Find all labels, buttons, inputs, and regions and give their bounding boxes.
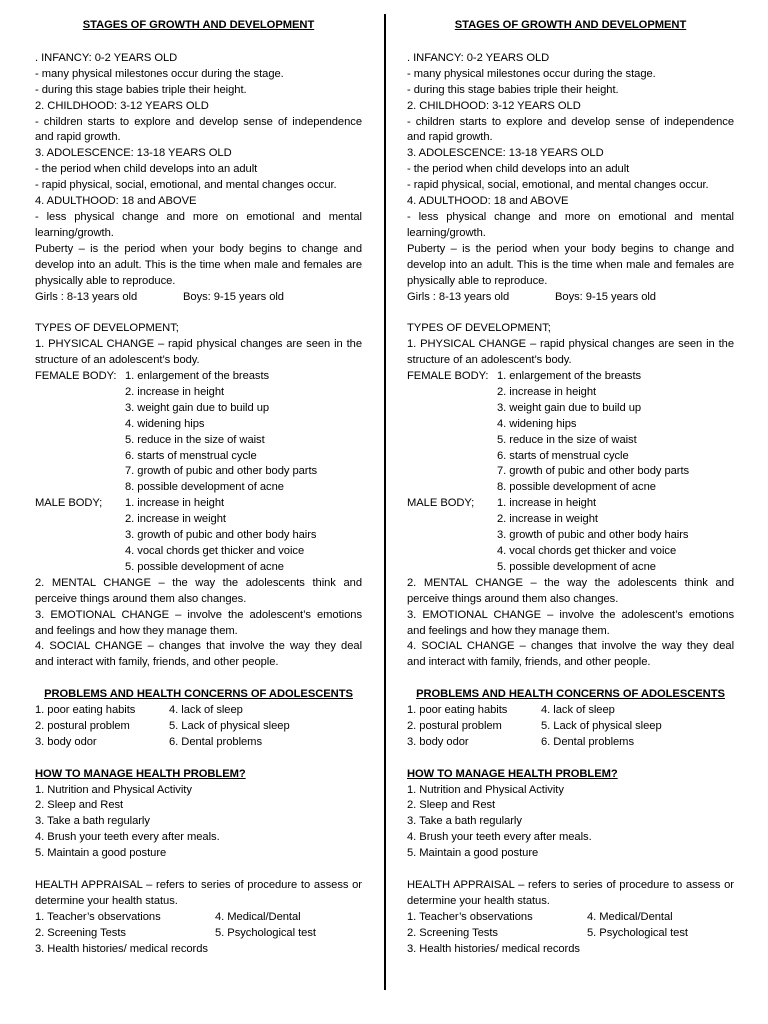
female-body-list (497, 369, 689, 496)
appraisal-row-2 (35, 926, 362, 942)
boys-age: Boys: 9-15 years old (183, 290, 284, 303)
infancy-point-2: - during this stage babies triple their height. (407, 83, 619, 96)
list-item: 4. vocal chords get thicker and voice (125, 544, 305, 557)
adolescence-point-2: - rapid physical, social, emotional, and mental changes occur. (407, 179, 709, 192)
list-item: 5. Lack of physical sleep (169, 719, 290, 732)
mental-change: 2. MENTAL CHANGE – the way the adolescents think and perceive things around them also changes. (35, 576, 362, 605)
infancy-heading: . INFANCY: 0-2 YEARS OLD (407, 51, 550, 64)
adolescence-point-1: - the period when child develops into an adult (35, 163, 258, 176)
problems-row-1 (35, 703, 362, 719)
health-appraisal-definition: HEALTH APPRAISAL – refers to series of procedure to assess or determine your health status. (407, 878, 734, 907)
list-item: 3. weight gain due to build up (497, 401, 642, 414)
list-item: 1. increase in height (497, 497, 597, 510)
page-title: STAGES OF GROWTH AND DEVELOPMENT (454, 19, 687, 31)
adulthood-heading: 4. ADULTHOOD: 18 and ABOVE (35, 195, 197, 208)
list-item: 6. Dental problems (541, 735, 634, 748)
list-item: 5. Lack of physical sleep (541, 719, 662, 732)
list-item: 5. Maintain a good posture (35, 847, 167, 860)
list-item: 5. reduce in the size of waist (497, 433, 637, 446)
list-item: 7. growth of pubic and other body parts (497, 465, 690, 478)
adolescence-heading: 3. ADOLESCENCE: 13-18 YEARS OLD (35, 147, 232, 160)
list-item: 8. possible development of acne (125, 481, 284, 494)
list-item: 3. Health histories/ medical records (35, 942, 208, 955)
female-body-row (35, 369, 362, 496)
social-change: 4. SOCIAL CHANGE – changes that involve the way they deal and interact with family, friends, and other people. (35, 640, 362, 669)
adulthood-heading: 4. ADULTHOOD: 18 and ABOVE (407, 195, 569, 208)
list-item: 7. growth of pubic and other body parts (125, 465, 318, 478)
female-body-label: FEMALE BODY: (35, 370, 117, 383)
childhood-heading: 2. CHILDHOOD: 3-12 YEARS OLD (407, 99, 581, 112)
problems-row-2 (407, 719, 734, 735)
list-item: 4. vocal chords get thicker and voice (497, 544, 677, 557)
adulthood-point-1: - less physical change and more on emotional and mental learning/growth. (407, 210, 734, 239)
types-heading: TYPES OF DEVELOPMENT; (407, 322, 551, 335)
female-body-label: FEMALE BODY: (407, 370, 489, 383)
mental-change: 2. MENTAL CHANGE – the way the adolescents think and perceive things around them also changes. (407, 576, 734, 605)
list-item: 3. Take a bath regularly (35, 815, 150, 828)
list-item: 1. increase in height (125, 497, 225, 510)
list-item: 2. increase in height (497, 385, 597, 398)
male-body-list (497, 496, 688, 576)
manage-heading: HOW TO MANAGE HEALTH PROBLEM? (35, 767, 246, 780)
infancy-point-1: - many physical milestones occur during the stage. (35, 67, 284, 80)
page-title: STAGES OF GROWTH AND DEVELOPMENT (82, 19, 315, 31)
infancy-heading: . INFANCY: 0-2 YEARS OLD (35, 51, 178, 64)
adolescence-heading: 3. ADOLESCENCE: 13-18 YEARS OLD (407, 147, 604, 160)
puberty-ages (407, 290, 734, 306)
list-item: 6. starts of menstrual cycle (497, 449, 629, 462)
list-item: 4. lack of sleep (169, 704, 243, 717)
problems-row-3 (407, 735, 734, 751)
list-item: 1. poor eating habits (35, 704, 136, 717)
list-item: 1. enlargement of the breasts (125, 370, 270, 383)
list-item: 4. widening hips (125, 417, 205, 430)
male-body-row (407, 496, 734, 576)
list-item: 2. increase in height (125, 385, 225, 398)
list-item: 2. postural problem (407, 719, 502, 732)
girls-age: Girls : 8-13 years old (407, 290, 510, 303)
list-item: 2. increase in weight (497, 513, 598, 526)
list-item: 4. Brush your teeth every after meals. (407, 831, 592, 844)
adolescence-point-2: - rapid physical, social, emotional, and mental changes occur. (35, 179, 337, 192)
list-item: 3. growth of pubic and other body hairs (497, 529, 689, 542)
list-item: 2. Sleep and Rest (407, 799, 496, 812)
list-item: 4. Medical/Dental (587, 910, 673, 923)
infancy-point-1: - many physical milestones occur during the stage. (407, 67, 656, 80)
list-item: 5. Psychological test (215, 926, 316, 939)
list-item: 4. widening hips (497, 417, 577, 430)
list-item: 3. growth of pubic and other body hairs (125, 529, 317, 542)
column-divider (384, 14, 386, 990)
list-item: 6. Dental problems (169, 735, 262, 748)
list-item: 3. weight gain due to build up (125, 401, 270, 414)
list-item: 1. enlargement of the breasts (497, 370, 642, 383)
list-item: 3. body odor (407, 735, 469, 748)
appraisal-row-2 (407, 926, 734, 942)
puberty-definition: Puberty – is the period when your body begins to change and develop into an adult. This is the time when male and females are physically able to reproduce. (407, 242, 734, 287)
health-appraisal-definition: HEALTH APPRAISAL – refers to series of procedure to assess or determine your health status. (35, 878, 362, 907)
list-item: 4. Brush your teeth every after meals. (35, 831, 220, 844)
problems-heading: PROBLEMS AND HEALTH CONCERNS OF ADOLESCENTS (44, 688, 353, 701)
puberty-definition: Puberty – is the period when your body begins to change and develop into an adult. This is the time when male and females are physically able to reproduce. (35, 242, 362, 287)
list-item: 1. Teacher’s observations (35, 910, 161, 923)
puberty-ages (35, 290, 362, 306)
list-item: 4. Medical/Dental (215, 910, 301, 923)
adulthood-point-1: - less physical change and more on emotional and mental learning/growth. (35, 210, 362, 239)
childhood-point-1: - children starts to explore and develop sense of independence and rapid growth. (407, 115, 734, 144)
physical-change: 1. PHYSICAL CHANGE – rapid physical changes are seen in the structure of an adolescent’s body. (35, 338, 362, 367)
list-item: 1. poor eating habits (407, 704, 508, 717)
list-item: 5. reduce in the size of waist (125, 433, 265, 446)
types-heading: TYPES OF DEVELOPMENT; (35, 322, 179, 335)
problems-row-2 (35, 719, 362, 735)
female-body-row (407, 369, 734, 496)
list-item: 3. Take a bath regularly (407, 815, 522, 828)
appraisal-row-1 (407, 910, 734, 926)
list-item: 1. Teacher’s observations (407, 910, 533, 923)
problems-heading: PROBLEMS AND HEALTH CONCERNS OF ADOLESCENTS (416, 688, 725, 701)
childhood-heading: 2. CHILDHOOD: 3-12 YEARS OLD (35, 99, 209, 112)
list-item: 2. postural problem (35, 719, 130, 732)
problems-row-1 (407, 703, 734, 719)
problems-row-3 (35, 735, 362, 751)
infancy-point-2: - during this stage babies triple their height. (35, 83, 247, 96)
left-column (35, 18, 362, 958)
girls-age: Girls : 8-13 years old (35, 290, 138, 303)
emotional-change: 3. EMOTIONAL CHANGE – involve the adolescent’s emotions and feelings and how they manage them. (35, 608, 362, 637)
list-item: 6. starts of menstrual cycle (125, 449, 257, 462)
list-item: 5. possible development of acne (125, 560, 284, 573)
list-item: 2. Sleep and Rest (35, 799, 124, 812)
list-item: 2. increase in weight (125, 513, 226, 526)
list-item: 3. body odor (35, 735, 97, 748)
list-item: 8. possible development of acne (497, 481, 656, 494)
list-item: 1. Nutrition and Physical Activity (35, 783, 192, 796)
male-body-label: MALE BODY; (407, 497, 475, 510)
list-item: 5. Maintain a good posture (407, 847, 539, 860)
list-item: 5. Psychological test (587, 926, 688, 939)
list-item: 4. lack of sleep (541, 704, 615, 717)
list-item: 1. Nutrition and Physical Activity (407, 783, 564, 796)
emotional-change: 3. EMOTIONAL CHANGE – involve the adolescent’s emotions and feelings and how they manage them. (407, 608, 734, 637)
male-body-label: MALE BODY; (35, 497, 103, 510)
social-change: 4. SOCIAL CHANGE – changes that involve the way they deal and interact with family, friends, and other people. (407, 640, 734, 669)
male-body-row (35, 496, 362, 576)
female-body-list (125, 369, 317, 496)
appraisal-row-1 (35, 910, 362, 926)
manage-heading: HOW TO MANAGE HEALTH PROBLEM? (407, 767, 618, 780)
adolescence-point-1: - the period when child develops into an adult (407, 163, 630, 176)
list-item: 5. possible development of acne (497, 560, 656, 573)
male-body-list (125, 496, 316, 576)
list-item: 2. Screening Tests (35, 926, 126, 939)
boys-age: Boys: 9-15 years old (555, 290, 656, 303)
list-item: 3. Health histories/ medical records (407, 942, 580, 955)
physical-change: 1. PHYSICAL CHANGE – rapid physical changes are seen in the structure of an adolescent’s body. (407, 338, 734, 367)
list-item: 2. Screening Tests (407, 926, 498, 939)
childhood-point-1: - children starts to explore and develop sense of independence and rapid growth. (35, 115, 362, 144)
right-column (407, 18, 734, 958)
